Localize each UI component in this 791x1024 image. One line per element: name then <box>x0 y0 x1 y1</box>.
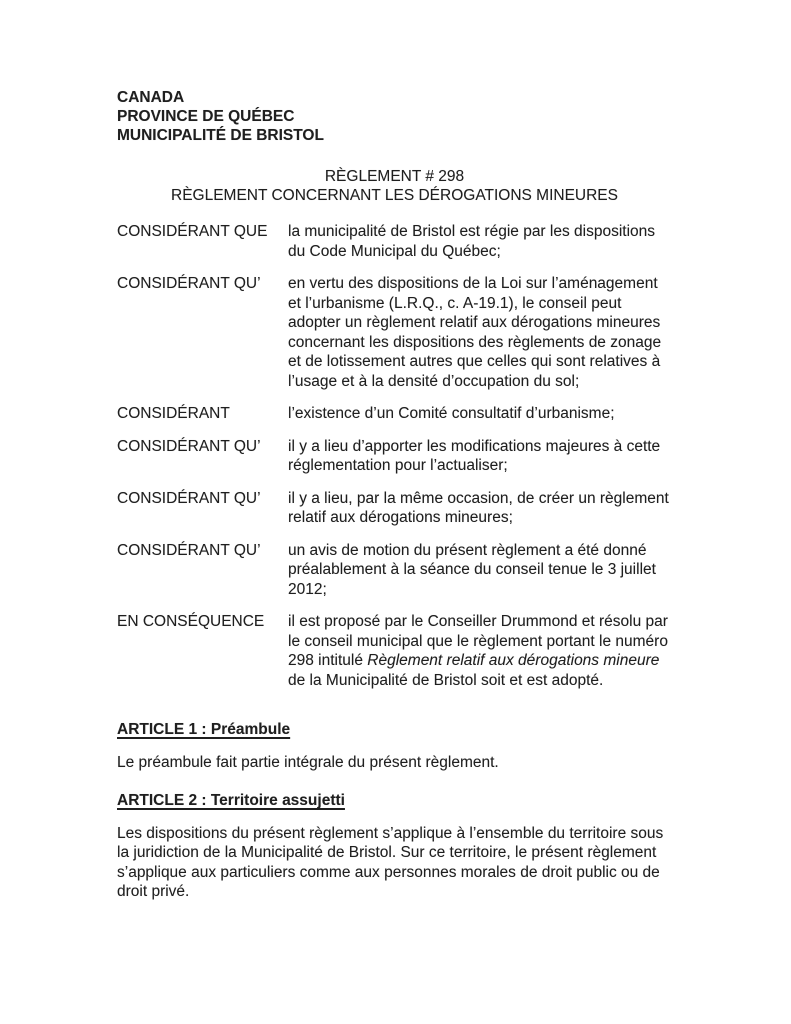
cited-regulation-title: Règlement relatif aux dérogations mineure <box>367 652 660 669</box>
clause-text-segment: il est proposé par le Conseiller Drummond et résolu par le conseil municipal que le règlement portant le numéro 298 intitulé <box>288 613 668 669</box>
header-line-country: CANADA <box>117 89 185 106</box>
clause-text-segment: il y a lieu d’apporter les modifications majeures à cette réglementation pour l’actualiser; <box>288 437 661 474</box>
clause-row <box>117 541 672 600</box>
clause-label: CONSIDÉRANT <box>117 405 230 422</box>
header-line-municipality: MUNICIPALITÉ DE BRISTOL <box>117 127 324 144</box>
clause-label: CONSIDÉRANT QU’ <box>117 275 261 292</box>
clause-row <box>117 437 672 476</box>
document-header <box>117 88 672 145</box>
clause-text-segment: l’existence d’un Comité consultatif d’urbanisme; <box>288 405 615 422</box>
clause-row <box>117 404 672 424</box>
clause-text-segment: en vertu des dispositions de la Loi sur l’aménagement et l’urbanisme (L.R.Q., c. A-19.1), le conseil peut adopter un règlement relatif aux dérogations mineures concernant les dispositions des règlements de zonage et de lotissement autres que celles qui sont relatives à l’usage et à la densité d’occupation du sol; <box>288 275 662 390</box>
clause-label: CONSIDÉRANT QU’ <box>117 541 261 559</box>
title-line-subject: RÈGLEMENT CONCERNANT LES DÉROGATIONS MINEURES <box>171 186 618 204</box>
clause-text <box>288 222 672 261</box>
clause-text <box>288 404 672 424</box>
clause-text-segment: la municipalité de Bristol est régie par les dispositions du Code Municipal du Québec; <box>288 223 656 260</box>
article-paragraph: Le préambule fait partie intégrale du présent règlement. <box>117 753 499 771</box>
article-paragraph: Les dispositions du présent règlement s’applique à l’ensemble du territoire sous la juridiction de la Municipalité de Bristol. Sur ce territoire, le présent règlement s’applique aux particuliers comme aux personnes morales de droit public ou de droit privé. <box>117 824 664 900</box>
clause-text <box>288 274 672 391</box>
document-title <box>117 168 672 205</box>
clause-text-segment: il y a lieu, par la même occasion, de créer un règlement relatif aux dérogations mineures; <box>288 489 669 526</box>
clause-label: CONSIDÉRANT QU’ <box>117 437 261 455</box>
clause-row <box>117 222 672 261</box>
article-heading: ARTICLE 1 : Préambule <box>117 721 291 738</box>
articles-section <box>117 720 672 902</box>
clause-row <box>117 274 672 391</box>
clause-label: EN CONSÉQUENCE <box>117 613 265 630</box>
clause-row <box>117 612 672 690</box>
title-line-number: RÈGLEMENT # 298 <box>324 168 465 185</box>
clause-text <box>288 437 672 476</box>
clause-label: CONSIDÉRANT QUE <box>117 223 268 240</box>
clause-row <box>117 489 672 528</box>
clause-text-segment: de la Municipalité de Bristol soit et est adopté. <box>288 671 604 689</box>
preamble-clauses <box>117 222 672 690</box>
header-line-province: PROVINCE DE QUÉBEC <box>117 108 295 125</box>
clause-text-segment: un avis de motion du présent règlement a été donné préalablement à la séance du conseil tenue le 3 juillet 2012; <box>288 541 656 598</box>
clause-text <box>288 489 672 528</box>
article-heading: ARTICLE 2 : Territoire assujetti <box>117 792 345 809</box>
clause-text <box>288 541 672 600</box>
clause-text <box>288 612 672 690</box>
clause-label: CONSIDÉRANT QU’ <box>117 489 261 507</box>
